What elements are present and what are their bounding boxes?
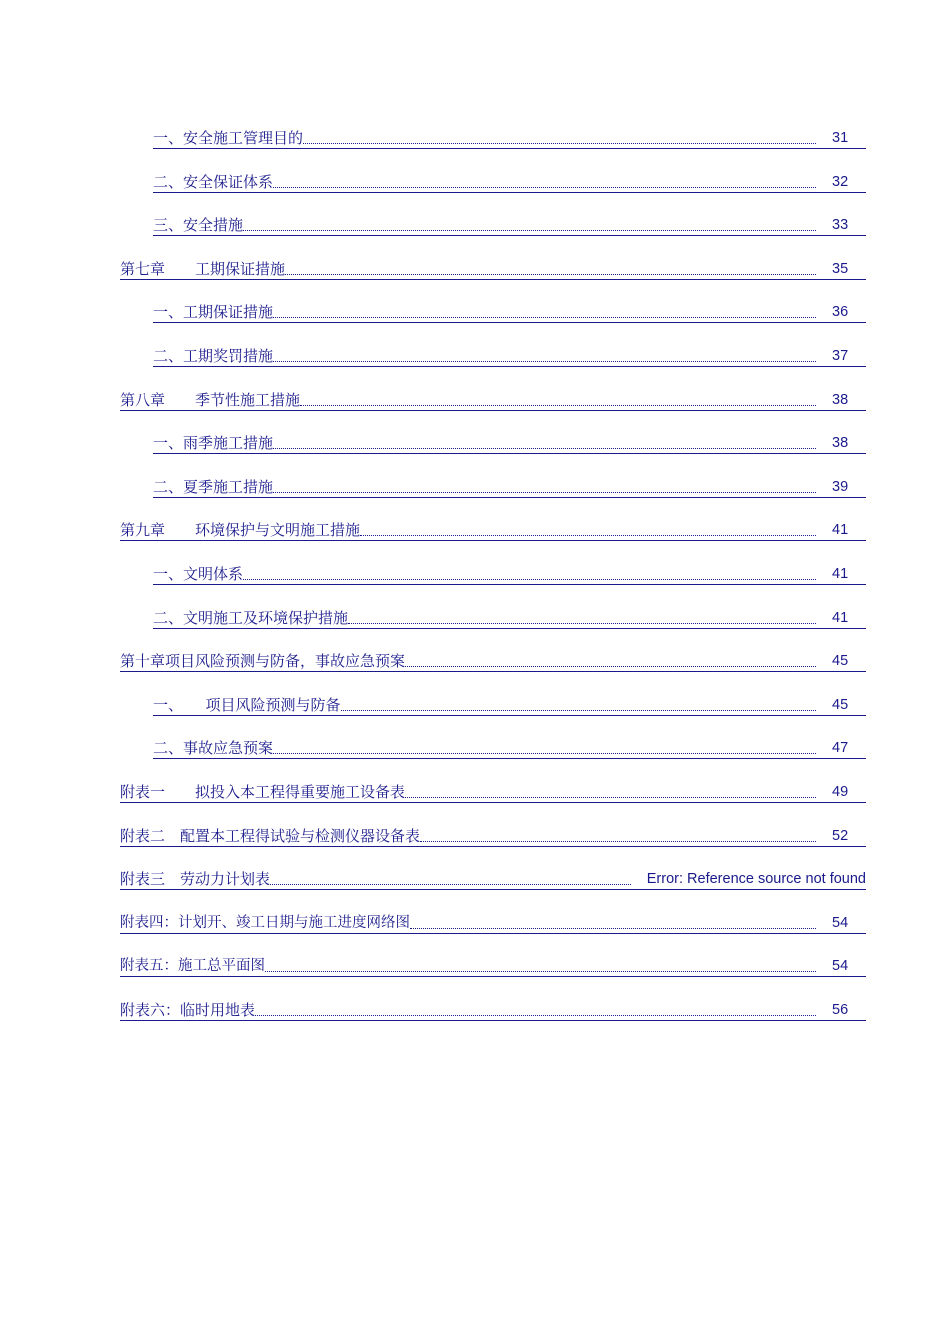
toc-entry-title: 一、工期保证措施 (153, 303, 274, 322)
toc-entry-title: 一、文明体系 (153, 564, 244, 583)
toc-entry (120, 249, 866, 293)
toc-link[interactable] (120, 649, 866, 672)
toc-entry-title: 二、文明施工及环境保护措施 (153, 608, 349, 627)
toc-entry-title: 第七章 工期保证措施 (120, 259, 286, 278)
toc-link[interactable] (153, 300, 866, 323)
toc-link[interactable] (153, 606, 866, 629)
dot-leader (273, 447, 816, 449)
dot-leader (348, 622, 816, 624)
toc-entry-title: 附表五：施工总平面图 (120, 958, 265, 975)
toc-entry (120, 903, 866, 947)
toc-entry-page: 54 (832, 914, 849, 931)
toc-entry-title: 附表四：计划开、竣工日期与施工进度网络图 (120, 914, 410, 931)
dot-leader (255, 1014, 816, 1016)
toc-entry-title: 第八章 季节性施工措施 (120, 390, 301, 409)
toc-entry (120, 205, 866, 249)
dot-leader (300, 404, 816, 406)
toc-entry-page: 49 (832, 783, 849, 800)
toc-entry-title: 附表六：临时用地表 (120, 1000, 256, 1019)
dot-leader (273, 360, 816, 362)
toc-entry-title: 附表二 配置本工程得试验与检测仪器设备表 (120, 826, 421, 845)
toc-entry-page: 31 (832, 130, 849, 146)
dot-leader (243, 578, 816, 580)
toc-entry (120, 162, 866, 206)
toc-link[interactable] (153, 126, 866, 149)
toc-entry (120, 990, 866, 1034)
toc-entry-page: 37 (832, 347, 849, 364)
toc-entry-page: 35 (832, 260, 849, 277)
toc-entry (120, 467, 866, 511)
dot-leader (243, 229, 816, 231)
toc-link[interactable] (120, 867, 866, 890)
toc-entry-title: 附表三 劳动力计划表 (120, 870, 271, 889)
toc-entry (120, 772, 866, 816)
dot-leader (265, 970, 816, 972)
toc-entry-page: 52 (832, 827, 849, 844)
toc-entry (120, 423, 866, 467)
dot-leader (273, 186, 816, 188)
toc-entry (120, 380, 866, 424)
toc-entry-page: 41 (832, 565, 849, 582)
toc-entry-page: 36 (832, 304, 849, 321)
table-of-contents (120, 118, 866, 1033)
toc-entry (120, 641, 866, 685)
toc-link[interactable] (153, 170, 866, 193)
toc-entry-page: 41 (832, 609, 849, 626)
toc-entry-title: 一、 项目风险预测与防备 (153, 695, 341, 714)
toc-entry-page: 47 (832, 740, 849, 757)
toc-entry-page: 38 (832, 435, 849, 452)
toc-entry-page: 45 (832, 653, 849, 670)
toc-link[interactable] (153, 344, 866, 367)
toc-link[interactable] (120, 954, 866, 977)
toc-link[interactable] (120, 911, 866, 934)
dot-leader (405, 665, 816, 667)
toc-entry-page: 38 (832, 391, 849, 408)
dot-leader (285, 273, 816, 275)
toc-link[interactable] (120, 257, 866, 280)
dot-leader (341, 709, 816, 711)
toc-link[interactable] (120, 388, 866, 411)
dot-leader (420, 840, 816, 842)
toc-link[interactable] (120, 780, 866, 803)
toc-link[interactable] (120, 518, 866, 541)
dot-leader (303, 142, 816, 144)
toc-entry-title: 第九章 环境保护与文明施工措施 (120, 521, 361, 540)
toc-entry (120, 118, 866, 162)
toc-entry (120, 336, 866, 380)
toc-entry (120, 510, 866, 554)
toc-link[interactable] (120, 998, 866, 1021)
toc-link[interactable] (153, 431, 866, 454)
toc-entry-page: 41 (832, 522, 849, 539)
toc-entry (120, 292, 866, 336)
toc-entry-title: 附表一 拟投入本工程得重要施工设备表 (120, 782, 406, 801)
toc-entry-title: 二、事故应急预案 (153, 739, 274, 758)
toc-entry-title: 二、工期奖罚措施 (153, 346, 274, 365)
toc-link[interactable] (153, 693, 866, 716)
toc-link[interactable] (153, 736, 866, 759)
toc-entry-page: 33 (832, 217, 849, 234)
toc-entry-title: 一、安全施工管理目的 (153, 129, 304, 147)
toc-entry-page: 45 (832, 696, 849, 713)
toc-entry-title: 第十章项目风险预测与防备，事故应急预案 (120, 652, 406, 671)
dot-leader (270, 883, 631, 885)
dot-leader (410, 927, 816, 929)
toc-entry-page: 32 (832, 173, 849, 190)
dot-leader (273, 316, 816, 318)
dot-leader (273, 752, 816, 754)
toc-entry-title: 三、安全措施 (153, 216, 244, 235)
toc-entry-title: 一、雨季施工措施 (153, 434, 274, 453)
dot-leader (360, 534, 816, 536)
toc-entry (120, 598, 866, 642)
toc-link[interactable] (120, 824, 866, 847)
toc-entry (120, 816, 866, 860)
toc-entry (120, 946, 866, 990)
toc-entry-title: 二、安全保证体系 (153, 172, 274, 191)
dot-leader (273, 491, 816, 493)
dot-leader (405, 796, 816, 798)
toc-link[interactable] (153, 475, 866, 498)
toc-entry (120, 728, 866, 772)
toc-entry-page: 39 (832, 478, 849, 495)
toc-entry (120, 685, 866, 729)
toc-link[interactable] (153, 213, 866, 236)
toc-entry-title: 二、夏季施工措施 (153, 477, 274, 496)
toc-entry (120, 859, 866, 903)
toc-entry (120, 554, 866, 598)
toc-entry-page-error: Error: Reference source not found (646, 871, 866, 888)
toc-entry-page: 54 (832, 958, 849, 975)
toc-entry-page: 56 (832, 1001, 849, 1018)
toc-link[interactable] (153, 562, 866, 585)
